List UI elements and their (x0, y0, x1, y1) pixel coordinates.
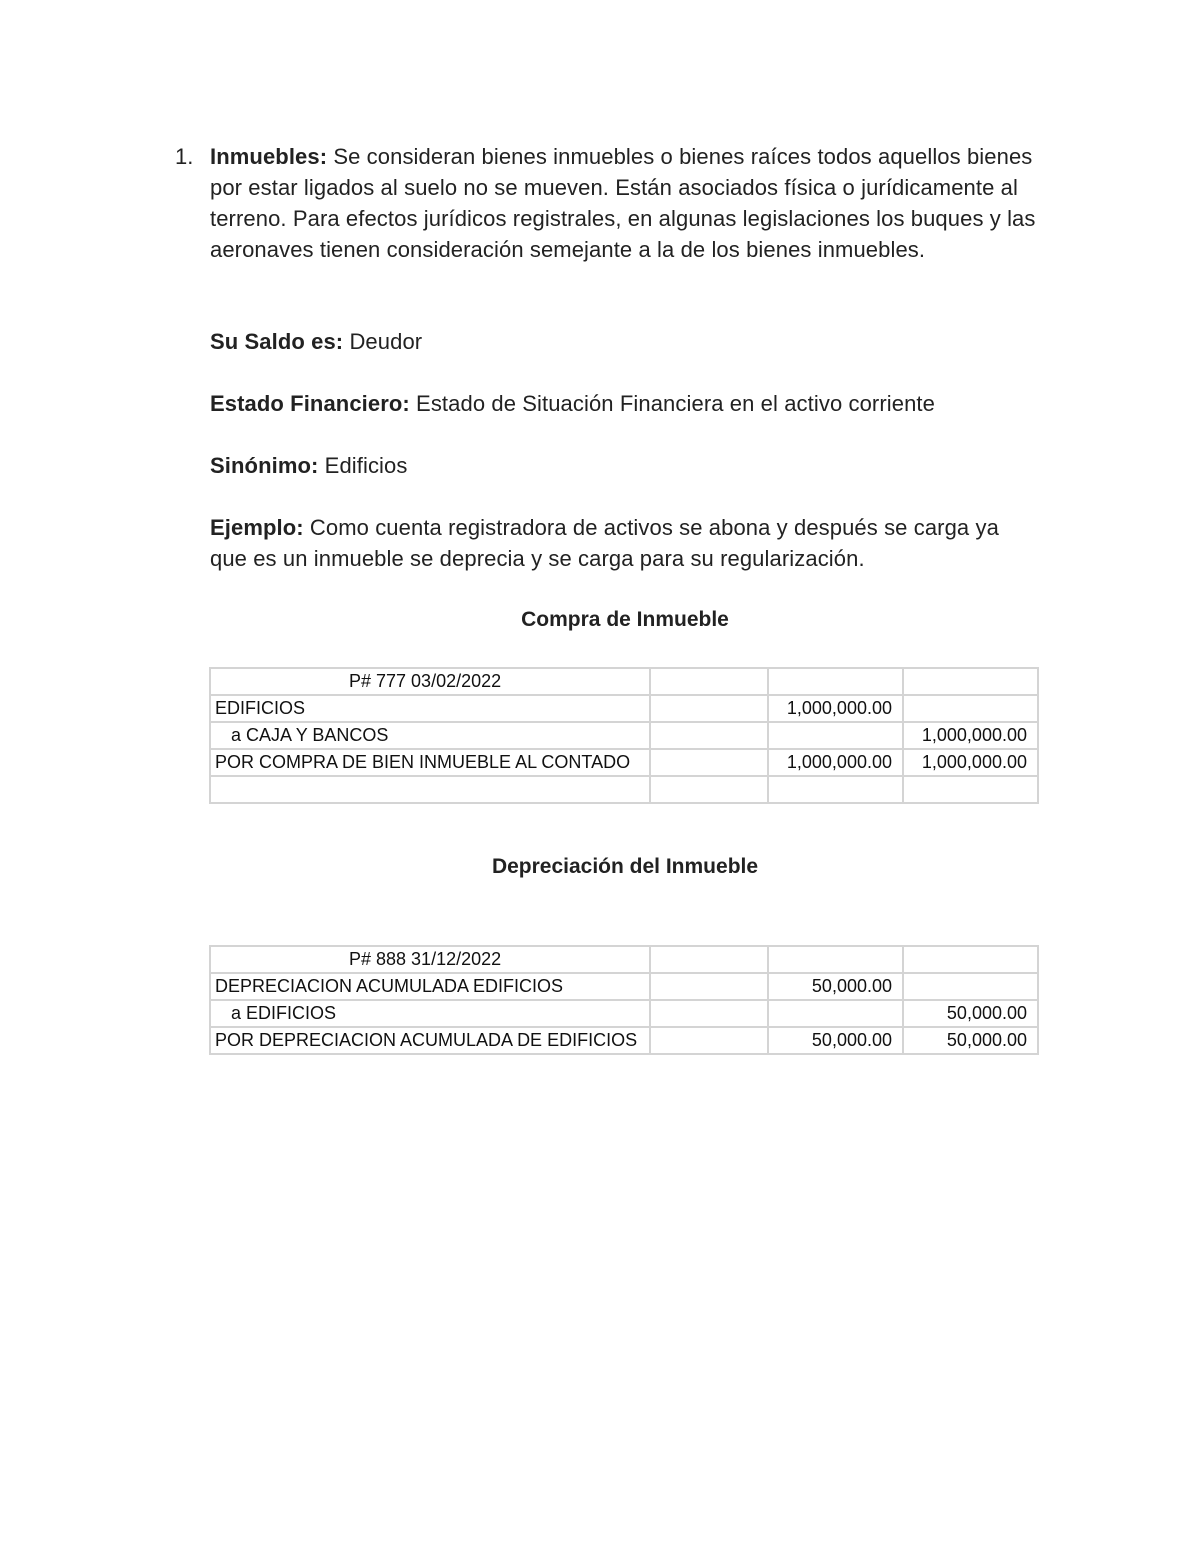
list-number: 1. (175, 144, 194, 169)
term-definition: Se consideran bienes inmuebles o bienes raíces todos aquellos bienes por estar ligados al suelo no se mueven. Están asociados física o jurídicamente al terreno. Para efectos jurídicos registrales, en algunas legislaciones los buques y las aeronaves tienen consideración semejante a la de los bienes inmuebles. (210, 144, 1036, 262)
empty-cell (650, 946, 768, 973)
empty-cell (650, 695, 768, 722)
compra-title: Compra de Inmueble (521, 608, 729, 631)
table-row (210, 668, 1038, 695)
journal-header: P# 777 03/02/2022 (210, 668, 650, 695)
account-cell: DEPRECIACION ACUMULADA EDIFICIOS (210, 973, 650, 1000)
account-cell: a EDIFICIOS (210, 1000, 650, 1027)
debit-total-cell: 1,000,000.00 (768, 749, 903, 776)
debit-cell: 50,000.00 (768, 973, 903, 1000)
definition-paragraph (210, 141, 1040, 265)
empty-cell (903, 776, 1038, 803)
table-row (210, 946, 1038, 973)
table-row (210, 1000, 1038, 1027)
credit-total-cell: 50,000.00 (903, 1027, 1038, 1054)
empty-cell (650, 722, 768, 749)
ejemplo-value: Como cuenta registradora de activos se abona y después se carga ya que es un inmueble se deprecia y se carga para su regularización. (210, 515, 999, 571)
estado-label: Estado Financiero: (210, 391, 410, 416)
debit-cell: 1,000,000.00 (768, 695, 903, 722)
saldo-paragraph (210, 326, 1040, 357)
depreciacion-title: Depreciación del Inmueble (491, 855, 759, 878)
debit-cell (768, 722, 903, 749)
credit-cell: 1,000,000.00 (903, 722, 1038, 749)
estado-paragraph (210, 388, 1040, 419)
empty-cell (650, 668, 768, 695)
concept-cell: POR DEPRECIACION ACUMULADA DE EDIFICIOS (210, 1027, 650, 1054)
empty-cell (768, 946, 903, 973)
table-row (210, 1027, 1038, 1054)
credit-cell (903, 973, 1038, 1000)
ejemplo-label: Ejemplo: (210, 515, 304, 540)
empty-cell (650, 749, 768, 776)
table-row (210, 776, 1038, 803)
empty-cell (768, 776, 903, 803)
compra-journal-table (209, 667, 1039, 804)
term-label: Inmuebles: (210, 144, 328, 169)
empty-cell (903, 946, 1038, 973)
saldo-value: Deudor (343, 329, 423, 354)
estado-value: Estado de Situación Financiera en el activo corriente (409, 391, 935, 416)
account-cell: a CAJA Y BANCOS (210, 722, 650, 749)
debit-total-cell: 50,000.00 (768, 1027, 903, 1054)
journal-header: P# 888 31/12/2022 (210, 946, 650, 973)
empty-cell (650, 776, 768, 803)
concept-cell: POR COMPRA DE BIEN INMUEBLE AL CONTADO (210, 749, 650, 776)
empty-cell (768, 668, 903, 695)
table-row (210, 722, 1038, 749)
saldo-label: Su Saldo es: (210, 329, 344, 354)
credit-cell: 50,000.00 (903, 1000, 1038, 1027)
credit-cell (903, 695, 1038, 722)
ejemplo-paragraph (210, 512, 1040, 574)
empty-cell (650, 1000, 768, 1027)
empty-cell (650, 973, 768, 1000)
empty-cell (210, 776, 650, 803)
depreciacion-journal-table (209, 945, 1039, 1055)
sinonimo-value: Edificios (318, 453, 408, 478)
table-row (210, 749, 1038, 776)
table-row (210, 695, 1038, 722)
empty-cell (650, 1027, 768, 1054)
sinonimo-label: Sinónimo: (210, 453, 319, 478)
account-cell: EDIFICIOS (210, 695, 650, 722)
empty-cell (903, 668, 1038, 695)
debit-cell (768, 1000, 903, 1027)
credit-total-cell: 1,000,000.00 (903, 749, 1038, 776)
table-row (210, 973, 1038, 1000)
sinonimo-paragraph (210, 450, 1040, 481)
